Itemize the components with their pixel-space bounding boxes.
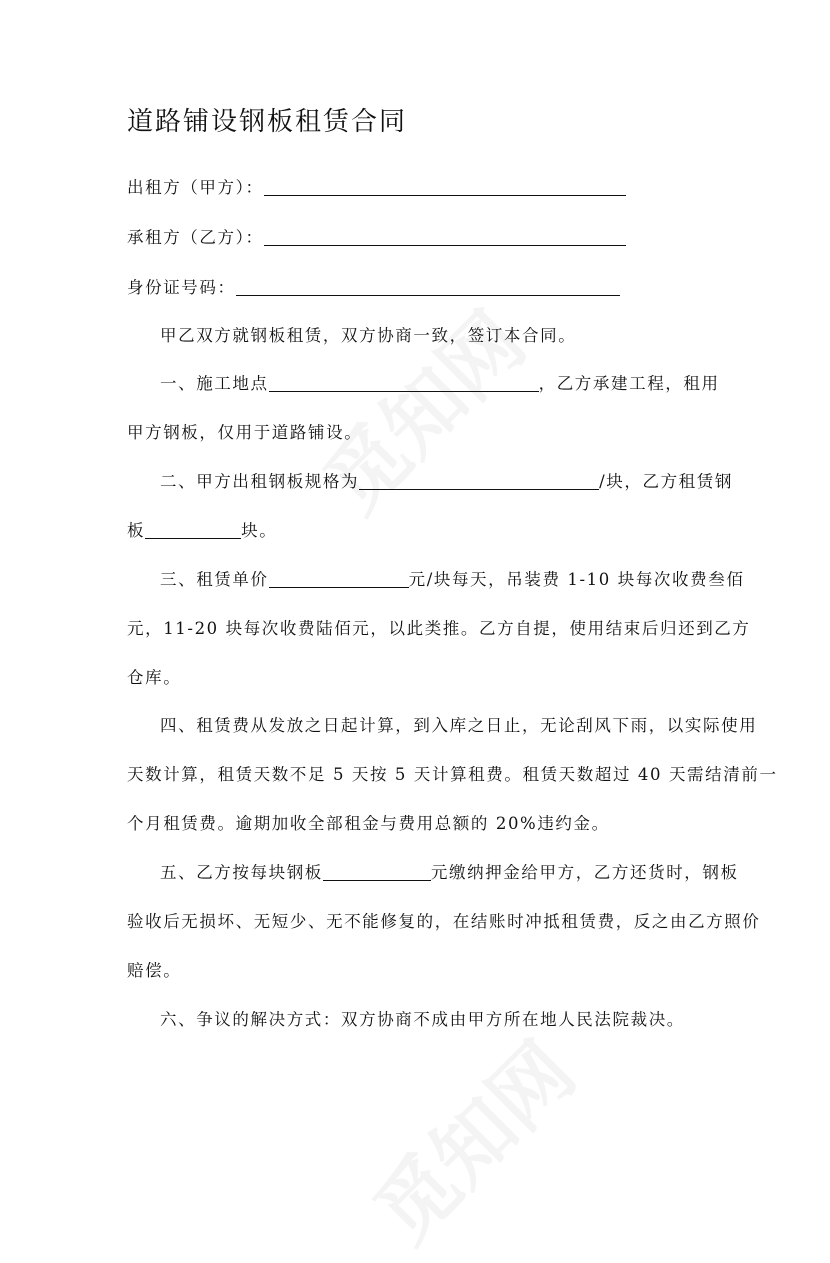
clause3-line1 <box>160 568 744 592</box>
clause4-line2: 天数计算，租赁天数不足 5 天按 5 天计算租费。租赁天数超过 40 天需结清前一 <box>127 765 778 784</box>
lessee-line <box>127 226 626 250</box>
watermark <box>294 282 545 533</box>
document-title: 道路铺设钢板租赁合同 <box>127 107 408 137</box>
clause2-prefix: 二、甲方出租钢板规格为 <box>160 472 360 491</box>
lessor-line <box>127 176 626 200</box>
spec-blank[interactable] <box>359 471 599 490</box>
deposit-blank[interactable] <box>323 862 431 881</box>
clause2-line1 <box>160 470 733 494</box>
clause5-line2: 验收后无损坏、无短少、无不能修复的，在结账时冲抵租赁费，反之由乙方照价 <box>127 912 761 931</box>
clause1-line1 <box>160 372 720 396</box>
id-label: 身份证号码： <box>127 278 236 297</box>
clause4-line3: 个月租赁费。逾期加收全部租金与费用总额的 20%违约金。 <box>127 814 610 833</box>
clause5-line3: 赔偿。 <box>127 961 182 980</box>
clause3-prefix: 三、租赁单价 <box>160 570 269 589</box>
clause2-line2-suffix: 块。 <box>241 521 278 540</box>
clause2-line2 <box>127 519 277 543</box>
lessor-blank[interactable] <box>264 177 626 196</box>
lessor-label: 出租方（甲方）： <box>127 178 264 197</box>
site-blank[interactable] <box>269 373 539 392</box>
clause5-prefix: 五、乙方按每块钢板 <box>160 863 323 882</box>
clause5-line1 <box>160 861 739 885</box>
quantity-blank[interactable] <box>145 520 241 539</box>
clause5-suffix: 元缴纳押金给甲方，乙方还货时，钢板 <box>430 863 739 882</box>
intro-paragraph: 甲乙双方就钢板租赁，双方协商一致，签订本合同。 <box>160 326 577 345</box>
clause4-line1: 四、租赁费从发放之日起计算，到入库之日止，无论刮风下雨，以实际使用 <box>160 716 758 735</box>
clause3-line3: 仓库。 <box>127 668 182 687</box>
clause3-line2: 元，11-20 块每次收费陆佰元，以此类推。乙方自提，使用结束后归还到乙方 <box>127 619 751 638</box>
lessee-blank[interactable] <box>264 227 626 246</box>
unit-price-blank[interactable] <box>269 569 409 588</box>
clause1-prefix: 一、施工地点 <box>160 374 269 393</box>
watermark <box>344 1012 595 1263</box>
clause1-line2: 甲方钢板，仅用于道路铺设。 <box>127 423 363 442</box>
lessee-label: 承租方（乙方）： <box>127 228 264 247</box>
id-blank[interactable] <box>236 277 620 296</box>
id-line <box>127 276 620 300</box>
clause6-line: 六、争议的解决方式：双方协商不成由甲方所在地人民法院裁决。 <box>160 1010 685 1029</box>
clause1-suffix: ，乙方承建工程，租用 <box>538 374 720 393</box>
clause2-suffix: /块，乙方租赁钢 <box>599 472 733 491</box>
clause3-suffix: 元/块每天，吊装费 1-10 块每次收费叁佰 <box>408 570 745 589</box>
clause2-line2-prefix: 板 <box>127 521 146 540</box>
